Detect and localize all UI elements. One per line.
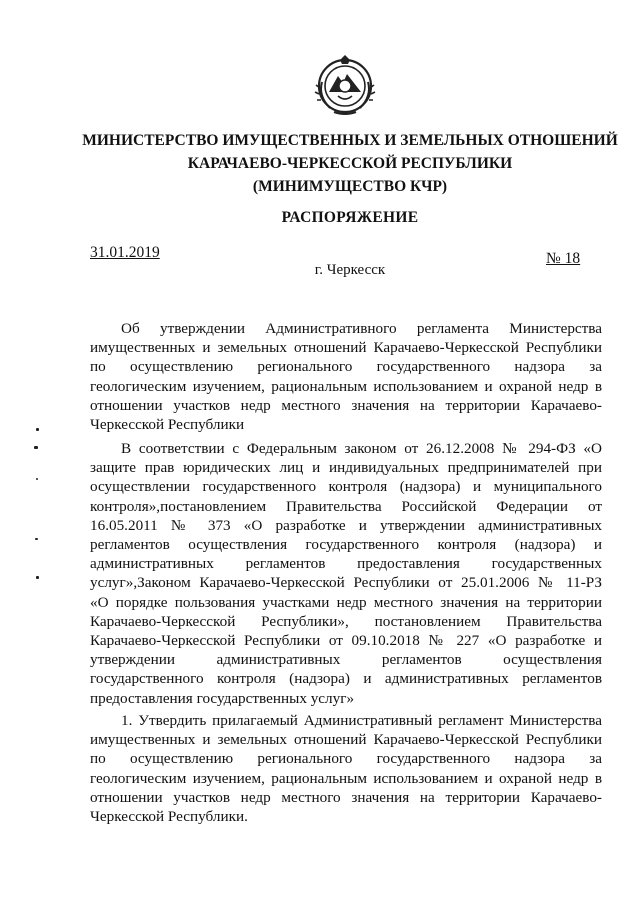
ministry-name-line-2: КАРАЧАЕВО-ЧЕРКЕССКОЙ РЕСПУБЛИКИ [187, 155, 513, 172]
basis-line: 16.05.2011 № 373 «О разработке и утверждении административных [90, 516, 602, 534]
document-city: г. Черкесск [314, 262, 386, 278]
basis-line: Карачаево-Черкесской Республики», постановлением Правительства [90, 612, 602, 630]
subject-line: по осуществлению регионального государственного надзора за [90, 358, 602, 376]
basis-line: предоставления государственных услуг» [90, 689, 355, 707]
document-type-title: РАСПОРЯЖЕНИЕ [281, 209, 419, 226]
scan-speck [35, 538, 38, 540]
subject-line: Черкесской Республики [90, 416, 245, 434]
basis-line: контроля»,постановлением Правительства Российской Федерации от [90, 497, 602, 515]
legal-basis-paragraph [90, 439, 602, 708]
item-1-paragraph [90, 711, 602, 826]
ministry-short-name: (МИНИМУЩЕСТВО КЧР) [252, 178, 448, 195]
subject-line: отношении участков недр местного значения на территории Карачаево- [90, 396, 602, 414]
basis-line: регламентов осуществления государственного контроля (надзора) и [90, 536, 602, 554]
item-1-line: отношении участков недр местного значения на территории Карачаево- [90, 788, 602, 806]
basis-line: услуг»,Законом Карачаево-Черкесской Республики от 25.01.2006 № 11-РЗ [90, 574, 602, 592]
basis-line: В соответствии с Федеральным законом от 26.12.2008 № 294-ФЗ «О [121, 440, 602, 457]
item-1-line: 1. Утвердить прилагаемый Административный регламент Министерства [121, 712, 602, 729]
document-number: № 18 [546, 250, 581, 267]
scan-speck [34, 446, 38, 449]
scan-speck [36, 428, 39, 431]
subject-line: имущественных и земельных отношений Карачаево-Черкесской Республики [90, 339, 602, 357]
basis-line: защите прав юридических лиц и индивидуальных предпринимателей при [90, 459, 602, 477]
item-1-line: имущественных и земельных отношений Карачаево-Черкесской Республики [90, 731, 602, 749]
basis-line: государственного контроля (надзора) и административных регламентов [90, 670, 602, 688]
item-1-line: Черкесской Республики. [90, 808, 248, 826]
document-date: 31.01.2019 [90, 244, 160, 261]
basis-line: «О порядке пользования участками недр местного значения на территории [90, 593, 602, 611]
ministry-name-line-1: МИНИСТЕРСТВО ИМУЩЕСТВЕННЫХ И ЗЕМЕЛЬНЫХ ОТНОШЕНИЙ [82, 132, 618, 149]
scan-speck [36, 478, 38, 480]
subject-line: Об утверждении Административного регламента Министерства [121, 320, 602, 337]
item-1-line: геологическим изучением, рациональным использованием и охраной недр в [90, 769, 602, 787]
basis-line: административных регламентов предоставления государственных [90, 555, 602, 573]
subject-paragraph [90, 319, 602, 434]
item-1-line: по осуществлению регионального государственного надзора за [90, 750, 602, 768]
subject-line: геологическим изучением, рациональным использованием и охраной недр в [90, 377, 602, 395]
scan-speck [36, 576, 39, 579]
coat-of-arms-emblem [312, 52, 378, 118]
basis-line: утверждении административных регламентов осуществления [90, 651, 602, 669]
basis-line: Карачаево-Черкесской Республики от 09.10.2018 № 227 «О разработке и [90, 632, 602, 650]
basis-line: осуществлении государственного контроля (надзора) и муниципального [90, 478, 602, 496]
